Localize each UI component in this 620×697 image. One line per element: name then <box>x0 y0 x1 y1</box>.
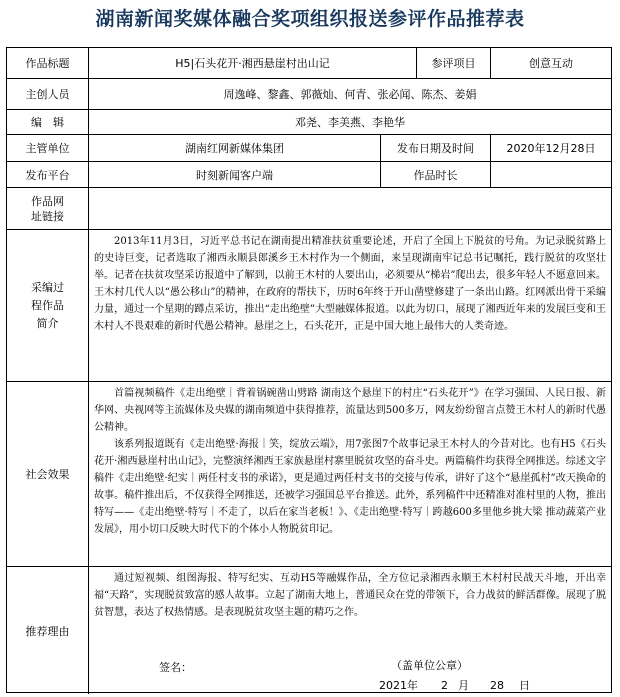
effect-text <box>89 382 611 567</box>
label-process: 采编过程作品简介 <box>7 230 89 382</box>
label-reason: 推荐理由 <box>7 567 89 694</box>
label-duration: 作品时长 <box>381 162 491 188</box>
date-year: 2021年 <box>379 679 418 692</box>
reason-paragraph: 通过短视频、组图海报、特写纪实、互动H5等融媒作品，全方位记录湘西永顺王木村村民战天斗地，开出幸福“天路”，实现脱贫致富的感人故事。立起了湖南大地上，普通民众在党的带领下，合力战贫的鲜活群像。展现了脱贫智慧，表达了权热情感。是表现脱贫攻坚主题的精巧之作。 <box>94 573 606 618</box>
date-day: 28 <box>490 679 504 692</box>
date-line <box>379 677 530 693</box>
page-title: 湖南新闻奖媒体融合奖项组织报送参评作品推荐表 <box>95 8 525 30</box>
effect-paragraph-1: 首篇视频稿件《走出绝壁｜背着锅碗凿山劈路 湖南这个悬崖下的村庄“石头花开”》在学习强国、人民日报、新华网、央视网等主流媒体及央媒的湖南频道中获得推荐，流量达到500多万，网友纷纷留言点赞王木村人的新时代愚公精神。 <box>94 388 606 433</box>
label-url: 作品网址链接 <box>7 188 89 230</box>
publish-time-value: 2020年12月28日 <box>491 135 611 162</box>
label-work-title: 作品标题 <box>7 48 89 79</box>
duration-value <box>491 162 611 188</box>
label-platform: 发布平台 <box>7 162 89 188</box>
label-editors: 编 辑 <box>7 110 89 135</box>
work-title-value: H5|石头花开·湘西悬崖村出山记 <box>89 48 417 79</box>
date-month-label: 月 <box>458 679 469 692</box>
process-text <box>89 230 611 382</box>
entry-item-value: 创意互动 <box>491 48 611 79</box>
url-value <box>89 188 611 230</box>
date-day-label: 日 <box>519 679 530 692</box>
recommendation-form <box>6 47 612 693</box>
stamp-label: （盖单位公章） <box>391 659 468 672</box>
process-paragraph: 2013年11月3日，习近平总书记在湖南提出精准扶贫重要论述，开启了全国上下脱贫的号角。为记录脱贫路上的史诗巨变，记者选取了湘西永顺县郎溪乡王木村作为一个侧面，来呈现湖南牢记总书记嘱托，践行脱贫的攻坚壮举。记者在扶贫攻坚采访报道中了解到，以前王木村的人要出山，必须要从“梯岩”爬出去，很多年轻人不愿意回来。王木村几代人以“愚公移山”的精神，在政府的帮扶下，历时6年终于开山凿壁修建了一条出山路。红网派出骨干采编力量，通过一个星期的蹲点采访，推出“走出绝壁”大型融媒体报道。以此为切口，展现了湘西近年来的发展巨变和王木村人不畏艰难的新时代愚公精神。悬崖之上，石头花开，正是中国大地上最伟大的人类奇迹。 <box>94 236 606 332</box>
label-entry-item: 参评项目 <box>417 48 491 79</box>
date-month: 2 <box>441 679 448 692</box>
effect-paragraph-2: 该系列报道既有《走出绝壁·海报｜笑，绽放云端》，用7张图7个故事记录王木村人的今昔对比。也有H5《石头花开·湘西悬崖村出山记》，完整演绎湘西王家族悬崖村寨里脱贫攻坚的奋斗史。两篇稿件均获得全网推送。综述文字稿件《走出绝壁·纪实｜两任村支书的承诺》，更是通过两任村支书的交接与传承，讲好了这个“悬崖孤村”改天换命的故事。稿件推出后，不仅获得全网推送，还被学习强国总平台推送。此外，系列稿件中还精准对准村里的人物，推出特写——《走出绝壁·特写｜不走了，以后在家当老板！》、《走出绝壁·特写｜跨越600多里他乡挑大梁 推动蔬菜产业发展》，用小切口反映大时代下的个体小人物脱贫印记。 <box>94 439 606 535</box>
label-publish-time: 发布日期及时间 <box>381 135 491 162</box>
label-effect: 社会效果 <box>7 382 89 567</box>
label-organizer: 主管单位 <box>7 135 89 162</box>
label-creators: 主创人员 <box>7 79 89 110</box>
platform-value: 时刻新闻客户端 <box>89 162 381 188</box>
signature-label: 签名： <box>159 661 192 674</box>
creators-value: 周逸峰、黎鑫、郭薇灿、何青、张必闻、陈杰、姜娟 <box>89 79 611 110</box>
organizer-value: 湖南红网新媒体集团 <box>89 135 381 162</box>
editors-value: 邓尧、李美燕、李艳华 <box>89 110 611 135</box>
